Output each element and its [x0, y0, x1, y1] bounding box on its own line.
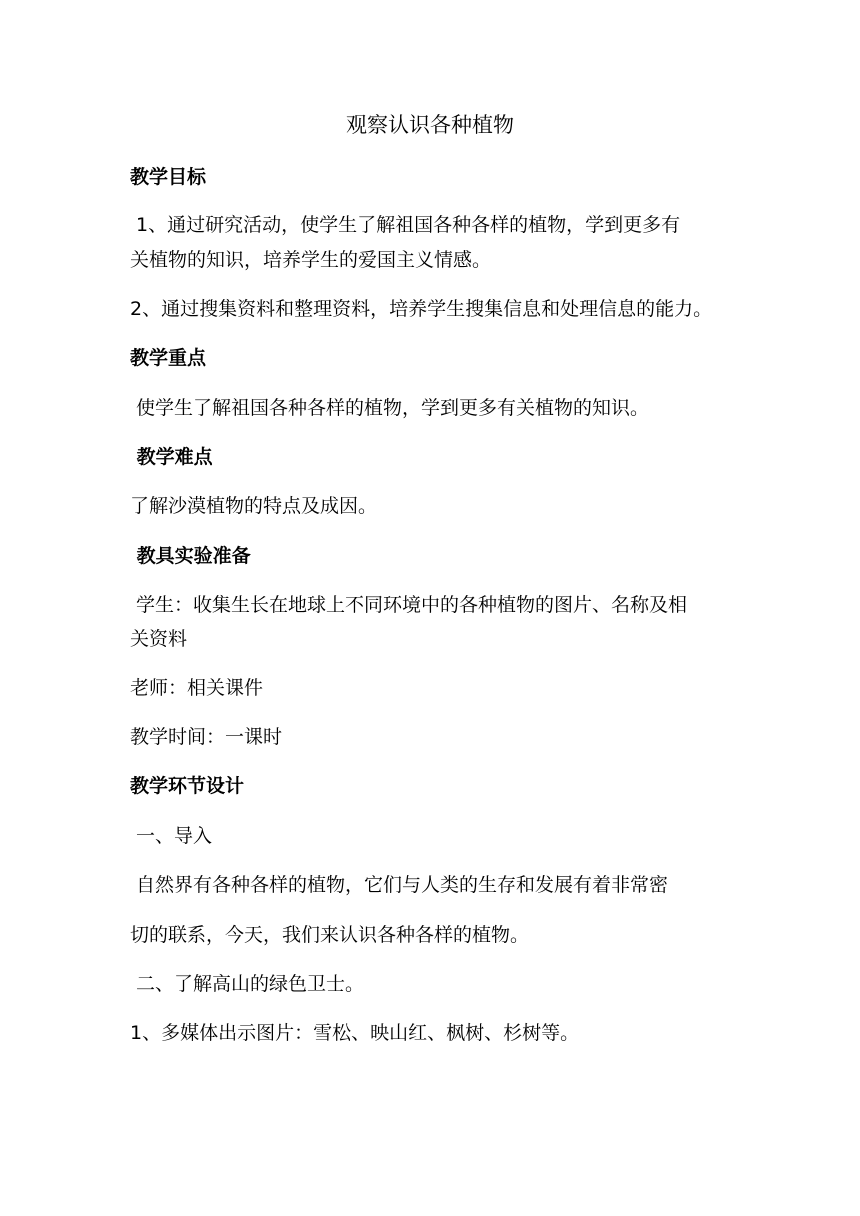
heading-key-points: 教学重点 [130, 347, 207, 369]
key-points-text: 使学生了解祖国各种各样的植物，学到更多有关植物的知识。 [130, 397, 650, 419]
materials-student-line-1: 学生：收集生长在地球上不同环境中的各种植物的图片、名称及相 [130, 594, 688, 616]
materials-teacher: 老师：相关课件 [130, 677, 264, 699]
heading-teaching-goals: 教学目标 [130, 166, 207, 188]
section-mountain-plants: 二、了解高山的绿色卫士。 [130, 973, 365, 995]
teaching-time: 教学时间：一课时 [130, 726, 283, 748]
heading-materials: 教具实验准备 [130, 545, 251, 567]
goal-1-line-1: 1、通过研究活动，使学生了解祖国各种各样的植物，学到更多有 [130, 214, 681, 236]
heading-difficulties: 教学难点 [130, 446, 213, 468]
intro-text-line-1: 自然界有各种各样的植物，它们与人类的生存和发展有着非常密 [130, 874, 669, 896]
difficulties-text: 了解沙漠植物的特点及成因。 [130, 495, 378, 517]
goal-1-line-2: 关植物的知识，培养学生的爱国主义情感。 [130, 249, 492, 271]
materials-student-line-2: 关资料 [130, 628, 188, 650]
heading-lesson-design: 教学环节设计 [130, 775, 245, 797]
intro-text-line-2: 切的联系，今天，我们来认识各种各样的植物。 [130, 924, 530, 946]
mountain-plants-item-1: 1、多媒体出示图片：雪松、映山红、枫树、杉树等。 [130, 1022, 580, 1044]
document-title: 观察认识各种植物 [346, 113, 514, 137]
section-intro: 一、导入 [130, 825, 213, 847]
goal-2: 2、通过搜集资料和整理资料，培养学生搜集信息和处理信息的能力。 [130, 298, 713, 320]
